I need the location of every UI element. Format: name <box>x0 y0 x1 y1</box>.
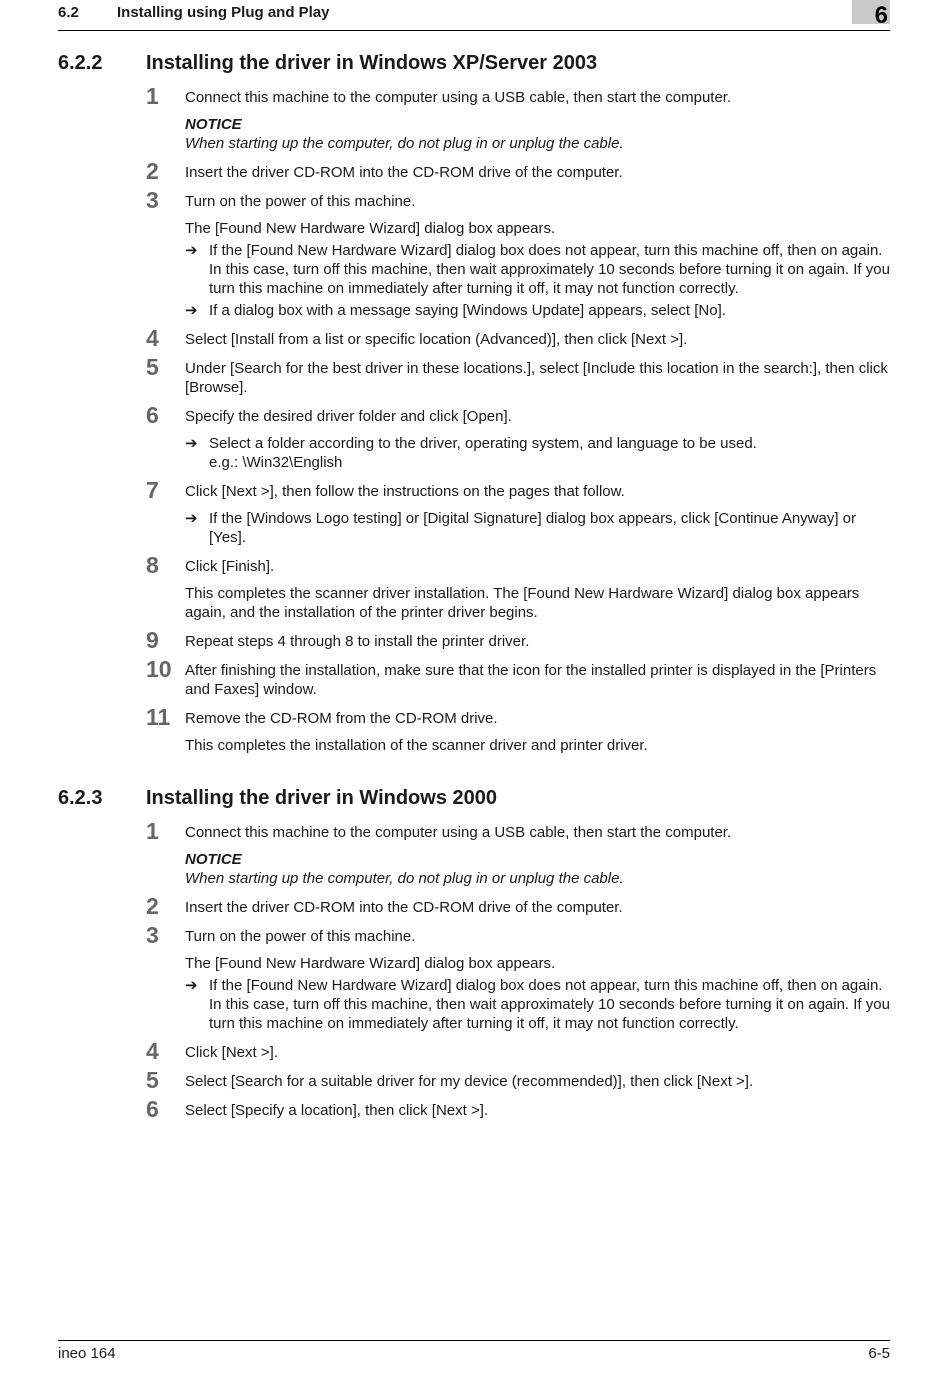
section-heading <box>58 785 890 811</box>
arrow-icon: ➔ <box>185 435 198 452</box>
step-text: Connect this machine to the computer using a USB cable, then start the computer. <box>185 89 732 106</box>
step <box>58 477 890 547</box>
sub-item-text: If the [Windows Logo testing] or [Digital Signature] dialog box appears, click [Continue Anyway] or [Yes]. <box>209 510 857 546</box>
step <box>58 187 890 320</box>
step-number: 1 <box>146 83 159 109</box>
step <box>58 354 890 397</box>
step-text: Repeat steps 4 through 8 to install the printer driver. <box>185 633 530 650</box>
step <box>58 83 890 153</box>
step-text: Connect this machine to the computer using a USB cable, then start the computer. <box>185 824 732 841</box>
step-number: 2 <box>146 893 159 919</box>
step <box>58 158 890 184</box>
step-text: Select [Search for a suitable driver for my device (recommended)], then click [Next >]. <box>185 1073 754 1090</box>
step <box>58 1096 890 1122</box>
notice-text: When starting up the computer, do not plug in or unplug the cable. <box>185 135 624 152</box>
arrow-icon: ➔ <box>185 977 198 994</box>
step-text: Click [Next >]. <box>185 1044 278 1061</box>
sub-item <box>185 434 890 472</box>
step-number: 6 <box>146 402 159 428</box>
step-number: 7 <box>146 477 159 503</box>
notice-title: NOTICE <box>185 116 242 133</box>
step <box>58 704 890 755</box>
step-number: 8 <box>146 552 159 578</box>
step-number: 5 <box>146 354 159 380</box>
step-number: 6 <box>146 1096 159 1122</box>
page-content <box>58 50 890 1130</box>
notice-text: When starting up the computer, do not plug in or unplug the cable. <box>185 870 624 887</box>
step-text: Click [Next >], then follow the instructions on the pages that follow. <box>185 483 625 500</box>
section-number: 6.2.3 <box>58 787 103 809</box>
section-title: Installing the driver in Windows XP/Server 2003 <box>146 52 598 74</box>
step-number: 3 <box>146 922 159 948</box>
step-number: 9 <box>146 627 159 653</box>
sub-item <box>185 509 890 547</box>
step-number: 11 <box>146 704 171 730</box>
step-paragraph: This completes the scanner driver installation. The [Found New Hardware Wizard] dialog box appears again, and the installation of the printer driver begins. <box>185 585 860 621</box>
step <box>58 1038 890 1064</box>
step-text: Select [Specify a location], then click [Next >]. <box>185 1102 489 1119</box>
header-section-title: Installing using Plug and Play <box>117 4 330 21</box>
step-text: Select [Install from a list or specific location (Advanced)], then click [Next >]. <box>185 331 688 348</box>
step-text: Turn on the power of this machine. <box>185 193 416 210</box>
sub-item <box>185 301 890 320</box>
step-paragraph: This completes the installation of the scanner driver and printer driver. <box>185 737 648 754</box>
step-text: Under [Search for the best driver in these locations.], select [Include this location in the search:], then click [Browse]. <box>185 360 888 396</box>
sub-item-text: If a dialog box with a message saying [Windows Update] appears, select [No]. <box>209 302 726 319</box>
step-number: 3 <box>146 187 159 213</box>
step <box>58 402 890 472</box>
chapter-tab <box>852 0 890 29</box>
step-text: Specify the desired driver folder and click [Open]. <box>185 408 512 425</box>
step <box>58 325 890 351</box>
notice-title: NOTICE <box>185 851 242 868</box>
step <box>58 656 890 699</box>
footer-page-number: 6-5 <box>868 1345 890 1362</box>
chapter-number: 6 <box>874 2 888 29</box>
step-text: Remove the CD-ROM from the CD-ROM drive. <box>185 710 498 727</box>
step-text: Click [Finish]. <box>185 558 275 575</box>
page-header <box>58 0 890 31</box>
step-number: 5 <box>146 1067 159 1093</box>
section-heading <box>58 50 890 76</box>
page-footer <box>58 1340 890 1371</box>
step <box>58 818 890 888</box>
step <box>58 627 890 653</box>
arrow-icon: ➔ <box>185 302 198 319</box>
sub-item <box>185 976 890 1033</box>
section <box>58 50 890 755</box>
arrow-icon: ➔ <box>185 242 198 259</box>
step-text: Insert the driver CD-ROM into the CD-ROM drive of the computer. <box>185 899 623 916</box>
sub-item-text: If the [Found New Hardware Wizard] dialog box does not appear, turn this machine off, then on again. In this case, turn off this machine, then wait approximately 10 seconds before turning it on again. If you turn this machine on immediately after turning it off, it may not function correctly. <box>209 242 890 297</box>
step-number: 4 <box>146 1038 159 1064</box>
arrow-icon: ➔ <box>185 510 198 527</box>
sub-item-text: If the [Found New Hardware Wizard] dialog box does not appear, turn this machine off, then on again. In this case, turn off this machine, then wait approximately 10 seconds before turning it on again. If you turn this machine on immediately after turning it off, it may not function correctly. <box>209 977 890 1032</box>
sub-item-text: Select a folder according to the driver, operating system, and language to be used. <box>209 435 757 452</box>
section <box>58 785 890 1120</box>
section-title: Installing the driver in Windows 2000 <box>146 787 498 809</box>
sub-item <box>185 241 890 298</box>
section-number: 6.2.2 <box>58 52 103 74</box>
step-number: 1 <box>146 818 159 844</box>
step-number: 10 <box>146 656 172 682</box>
step-paragraph: The [Found New Hardware Wizard] dialog box appears. <box>185 955 556 972</box>
footer-product: ineo 164 <box>58 1345 116 1362</box>
step-text: Insert the driver CD-ROM into the CD-ROM drive of the computer. <box>185 164 623 181</box>
step <box>58 922 890 1033</box>
step-text: After finishing the installation, make sure that the icon for the installed printer is displayed in the [Printers and Faxes] window. <box>185 662 877 698</box>
step-number: 4 <box>146 325 159 351</box>
header-section-number: 6.2 <box>58 4 79 21</box>
step-number: 2 <box>146 158 159 184</box>
step-paragraph: The [Found New Hardware Wizard] dialog box appears. <box>185 220 556 237</box>
step <box>58 1067 890 1093</box>
sub-item-example: e.g.: \Win32\English <box>209 454 343 471</box>
step-text: Turn on the power of this machine. <box>185 928 416 945</box>
step <box>58 893 890 919</box>
step <box>58 552 890 622</box>
